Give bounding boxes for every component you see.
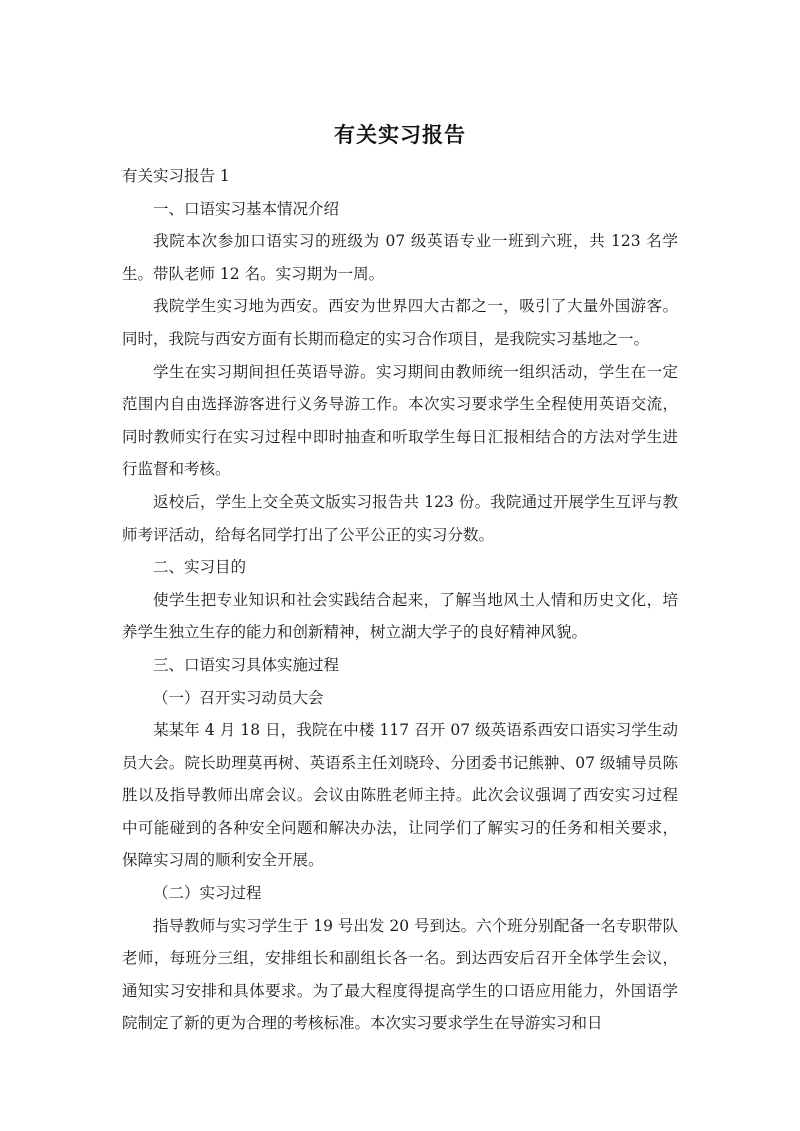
- paragraph: 有关实习报告 1: [122, 167, 230, 185]
- paragraph: 某某年 4 月 18 日，我院在中楼 117 召开 07 级英语系西安口语实习学生动员大会。院长助理莫再树、英语系主任刘晓玲、分团委书记熊翀、07 级辅导员陈胜以及指导教师出席会议。会议由陈胜老师主持。此次会议强调了西安实习过程中可能碰到的各种安全问题和解决办法，让同学们了解实习的任务和相关要求，保障实习周的顺利安全开展。: [122, 721, 678, 870]
- document-body: [122, 160, 678, 1040]
- paragraph: 学生在实习期间担任英语导游。实习期间由教师统一组织活动，学生在一定范围内自由选择游客进行义务导游工作。本次实习要求学生全程使用英语交流，同时教师实行在实习过程中即时抽查和听取学生每日汇报相结合的方法对学生进行监督和考核。: [122, 362, 678, 479]
- paragraph: 返校后，学生上交全英文版实习报告共 123 份。我院通过开展学生互评与教师考评活动，给每名同学打出了公平公正的实习分数。: [122, 492, 678, 544]
- paragraph: 三、口语实习具体实施过程: [153, 655, 340, 674]
- paragraph: （一）召开实习动员大会: [153, 688, 324, 707]
- document-title: 有关实习报告: [334, 123, 466, 147]
- paragraph: 一、口语实习基本情况介绍: [153, 199, 340, 218]
- paragraph: （二）实习过程: [153, 884, 262, 903]
- paragraph: 使学生把专业知识和社会实践结合起来，了解当地风土人情和历史文化，培养学生独立生存的能力和创新精神，树立湖大学子的良好精神风貌。: [122, 590, 678, 642]
- paragraph: 指导教师与实习学生于 19 号出发 20 号到达。六个班分别配备一名专职带队老师，每班分三组，安排组长和副组长各一名。到达西安后召开全体学生会议，通知实习安排和具体要求。为了最大程度得提高学生的口语应用能力，外国语学院制定了新的更为合理的考核标准。本次实习要求学生在导游实习和日: [122, 916, 678, 1033]
- paragraph: 我院本次参加口语实习的班级为 07 级英语专业一班到六班，共 123 名学生。带队老师 12 名。实习期为一周。: [122, 232, 678, 283]
- paragraph: 我院学生实习地为西安。西安为世界四大古都之一，吸引了大量外国游客。同时，我院与西安方面有长期而稳定的实习合作项目，是我院实习基地之一。: [122, 297, 678, 348]
- paragraph: 二、实习目的: [153, 558, 247, 577]
